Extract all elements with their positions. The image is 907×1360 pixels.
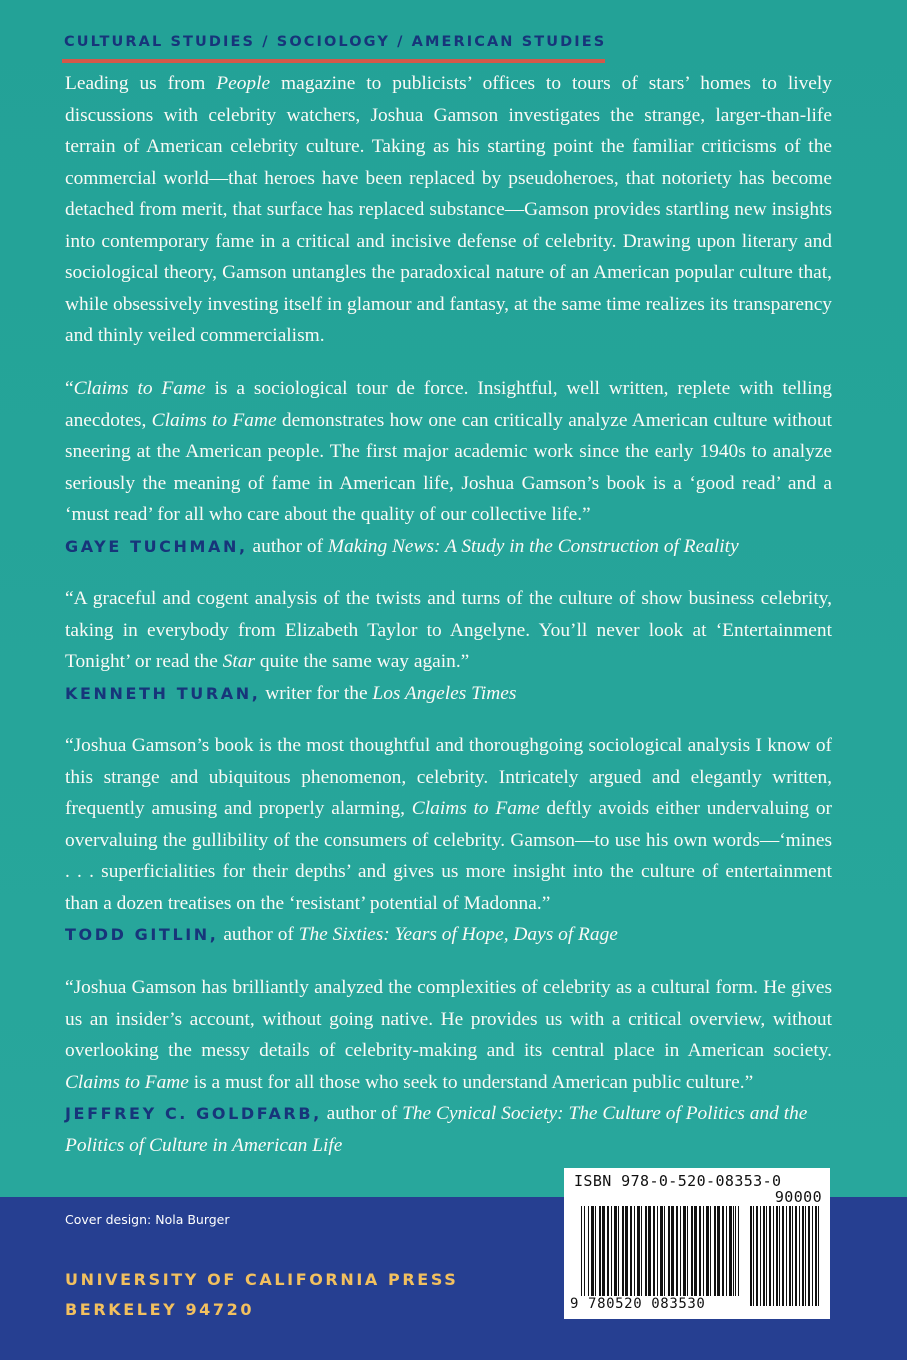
author-name: KENNETH TURAN, <box>65 683 261 703</box>
author-name: JEFFREY C. GOLDFARB, <box>65 1104 322 1123</box>
description-paragraph <box>65 68 832 352</box>
barcode-bars <box>584 1206 736 1298</box>
author-work: Making News: A Study in the Construction of Reality <box>327 535 739 557</box>
quote-text: “ <box>65 378 74 399</box>
barcode-addon-bars <box>750 1206 820 1306</box>
isbn-barcode <box>564 1168 830 1319</box>
quote-text: is a must for all those who seek to understand American public culture.” <box>188 1071 754 1093</box>
quote-italic: Star <box>222 651 255 672</box>
attribution <box>65 678 832 710</box>
quote-text: “Joshua Gamson has brilliantly analyzed the complexities of celebrity as a cultural form. He gives us an insider’s account, without going native. He provides us with a critical overview, without overlooking the messy details of celebrity-making and its central place in American society. <box>65 977 832 1061</box>
ean-number: 9 780520 083530 <box>570 1296 746 1312</box>
quote-italic: Claims to Fame <box>151 409 277 431</box>
author-name: TODD GITLIN, <box>65 925 219 944</box>
category-label: CULTURAL STUDIES / SOCIOLOGY / AMERICAN STUDIES <box>64 34 607 50</box>
isbn-number: ISBN 978-0-520-08353-0 <box>574 1172 782 1190</box>
author-role: author of <box>247 535 328 557</box>
price-code: 90000 <box>774 1188 822 1206</box>
quote-text: “A graceful and cogent analysis of the twists and turns of the culture of show business celebrity, taking in everybody from Elizabeth Taylor to Angelyne. You’ll never look at ‘Entertainment Tonight’ or read the <box>65 588 832 672</box>
blurb-goldfarb <box>65 972 832 1161</box>
cover-design-credit: Cover design: Nola Burger <box>65 1212 230 1227</box>
description-text: Leading us from <box>65 73 217 94</box>
author-work: Los Angeles Times <box>372 682 517 704</box>
blurb-turan <box>65 583 832 709</box>
publisher-name: UNIVERSITY OF CALIFORNIA PRESS <box>65 1270 459 1289</box>
barcode-guard-right <box>735 1206 740 1306</box>
attribution <box>65 919 832 951</box>
author-name: GAYE TUCHMAN, <box>65 536 248 556</box>
quote-italic: Claims to Fame <box>411 798 540 819</box>
author-role: author of <box>218 924 299 945</box>
author-role: writer for the <box>260 682 373 704</box>
author-work: The Cynical Society: The Culture of Politics and the Politics of Culture in American Life <box>65 1103 808 1156</box>
description-text: magazine to publicists’ offices to tours of stars’ homes to lively discussions with celebrity watchers, Joshua Gamson investigates the strange, larger-than-life terrain of American celebrity culture. Taking as his starting point the familiar criticisms of the commercial world—that heroes have been replaced by pseudoheroes, that notoriety has become detached from merit, that surface has replaced substance—Gamson provides startling new insights into contemporary fame in a critical and incisive defense of celebrity. Drawing upon literary and sociological theory, Gamson untangles the paradoxical nature of an American popular culture that, while obsessively investing itself in glamour and fantasy, at the same time realizes its transparency and thinly veiled commercialism. <box>65 73 832 346</box>
quote-text: quite the same way again.” <box>255 651 470 672</box>
quote-italic: Claims to Fame <box>65 1071 189 1093</box>
attribution <box>65 1098 832 1161</box>
quote-text: demonstrates how one can critically analyze American culture without sneering at the American people. The first major academic work since the early 1940s to analyze seriously the meaning of fame in American life, Joshua Gamson’s book is a ‘good read’ and a ‘must read’ for all who care about the quality of our collective life.” <box>65 409 832 525</box>
author-role: author of <box>321 1103 403 1124</box>
category-rule <box>62 59 605 63</box>
quote-text: deftly avoids either undervaluing or overvaluing the gullibility of the consumers of celebrity. Gamson—to use his own words—‘mines . . . superficialities for their depths’ and gives us more insight into the culture of entertainment than a dozen treatises on the ‘resistant’ potential of Madonna.” <box>65 798 832 914</box>
author-work: The Sixties: Years of Hope, Days of Rage <box>298 924 618 945</box>
quote-italic: Claims to Fame <box>73 378 206 399</box>
blurb-gitlin <box>65 730 832 951</box>
quote-text: is a sociological tour de force. Insightful, well written, replete with telling anecdotes, <box>65 378 832 431</box>
barcode-guard-left <box>581 1206 586 1306</box>
description-italic: People <box>216 73 271 94</box>
attribution <box>65 531 832 563</box>
publisher-city: BERKELEY 94720 <box>65 1300 255 1319</box>
quote-text: “Joshua Gamson’s book is the most thoughtful and thoroughgoing sociological analysis I know of this strange and ubiquitous phenomenon, celebrity. Intricately argued and elegantly written, frequently amusing and properly alarming, <box>65 735 832 819</box>
blurb-tuchman <box>65 373 832 562</box>
